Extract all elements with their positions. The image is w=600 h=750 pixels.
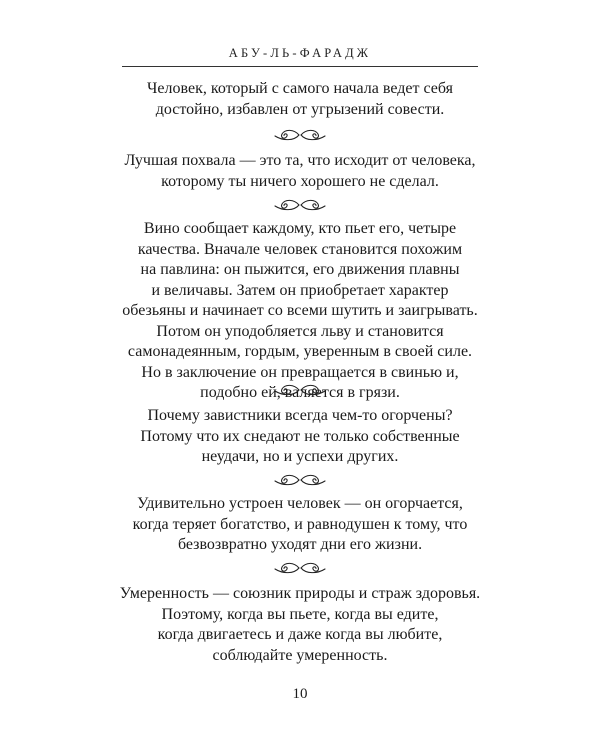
aphorism-3 (70, 219, 530, 404)
flourish-ornament-icon (270, 381, 330, 399)
aphorism-line: качества. Вначале человек становится похожим (137, 240, 463, 258)
aphorism-line: Почему завистники всегда чем-то огорчены? (147, 407, 453, 424)
aphorism-line: самонадеянным, гордым, уверенным в своей силе. (127, 343, 473, 360)
header-rule (122, 66, 478, 67)
flourish-ornament-icon (270, 559, 330, 577)
flourish-ornament-icon (270, 471, 330, 489)
aphorism-line: Удивительно устроен человек — он огорчается, (137, 495, 463, 512)
aphorism-line: Человек, который с самого начала ведет себя (147, 80, 453, 97)
aphorism-line: когда двигаетесь и даже когда вы любите, (157, 626, 443, 643)
aphorism-line: Вино сообщает каждому, кто пьет его, четыре (143, 220, 457, 237)
aphorism-line: когда теряет богатство, и равнодушен к тому, что (132, 515, 468, 533)
aphorism-line: Потому что их снедают не только собственные (140, 427, 460, 445)
aphorism-line: соблюдайте умеренность. (212, 646, 388, 664)
aphorism-line: Поэтому, когда вы пьете, когда вы едите, (161, 605, 439, 623)
aphorism-line: обезьяны и начинает со всеми шутить и заигрывать. (122, 302, 478, 319)
aphorism-line: которому ты ничего хорошего не сделал. (161, 172, 439, 190)
aphorism-line: безвозвратно уходят дни его жизни. (177, 536, 423, 553)
aphorism-1 (70, 79, 530, 120)
flourish-ornament-icon (270, 196, 330, 214)
running-head-title: АБУ-ЛЬ-ФАРАДЖ (228, 46, 372, 60)
aphorism-line: на павлина: он пыжится, его движения плавны (140, 261, 460, 278)
aphorism-line: и величавы. Затем он приобретает характер (151, 281, 449, 299)
flourish-ornament-icon (270, 126, 330, 144)
aphorism-line: Лучшая похвала — это та, что исходит от человека, (124, 152, 476, 169)
aphorism-2 (70, 151, 530, 192)
aphorism-line: Потом он уподобляется льву и становится (156, 322, 444, 340)
aphorism-line: Но в заключение он превращается в свинью и, (141, 363, 459, 381)
aphorism-4 (70, 406, 530, 468)
page-number: 10 (292, 686, 308, 702)
aphorism-5 (70, 494, 530, 556)
aphorism-6 (70, 584, 530, 666)
aphorism-line: неудачи, но и успехи других. (201, 448, 399, 465)
aphorism-line: достойно, избавлен от угрызений совести. (155, 100, 445, 118)
aphorism-line: подобно ей, валяется в грязи. (200, 384, 400, 401)
aphorism-line: Умеренность — союзник природы и страж здоровья. (119, 585, 481, 602)
